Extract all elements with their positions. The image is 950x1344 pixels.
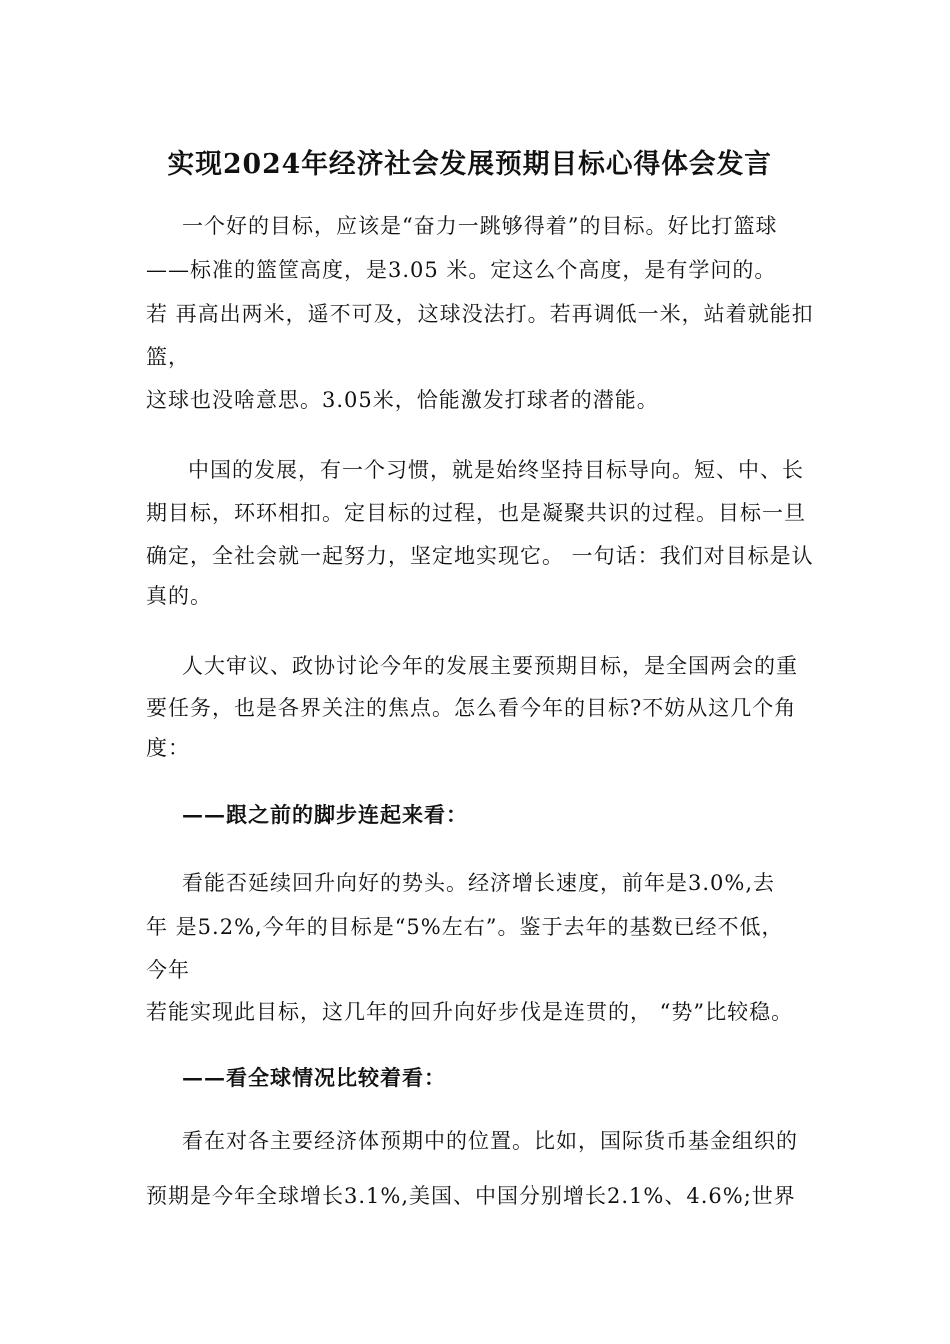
section-heading-1: ——跟之前的脚步连起来看：: [182, 802, 468, 827]
paragraph-4-line-3: 今年: [146, 958, 190, 982]
paragraph-1-line-1: 一个好的目标，应该是“奋力一跳够得着”的目标。好比打篮球: [182, 214, 778, 238]
paragraph-5-line-1: 看在对各主要经济体预期中的位置。比如，国际货币基金组织的: [182, 1129, 798, 1153]
document-title: 实现2024年经济社会发展预期目标心得体会发言: [167, 149, 772, 180]
paragraph-2-line-2: 期目标，环环相扣。定目标的过程，也是凝聚共识的过程。目标一旦: [146, 501, 806, 525]
paragraph-1-line-2: ——标准的篮筐高度，是3.05 米。定这么个高度，是有学问的。: [146, 258, 777, 282]
paragraph-2-line-4: 真的。: [146, 584, 212, 608]
paragraph-1-line-5: 这球也没啥意思。3.05米，恰能激发打球者的潜能。: [146, 388, 659, 412]
paragraph-2-line-3: 确定，全社会就一起努力，坚定地实现它。 一句话：我们对目标是认: [146, 544, 814, 568]
paragraph-4-line-4: 若能实现此目标，这几年的回升向好步伐是连贯的， “势”比较稳。: [146, 1000, 794, 1024]
paragraph-5-line-2: 预期是今年全球增长3.1%,美国、中国分别增长2.1%、4.6%;世界: [146, 1184, 796, 1208]
paragraph-4-line-1: 看能否延续回升向好的势头。经济增长速度，前年是3.0%,去: [182, 871, 776, 895]
paragraph-3-line-3: 度：: [146, 736, 190, 760]
paragraph-3-line-2: 要任务，也是各界关注的焦点。怎么看今年的目标?不妨从这几个角: [146, 696, 797, 720]
paragraph-3-line-1: 人大审议、政协讨论今年的发展主要预期目标，是全国两会的重: [182, 654, 798, 678]
paragraph-1-line-4: 篮，: [146, 345, 190, 369]
paragraph-1-line-3: 若 再高出两米，遥不可及，这球没法打。若再调低一米，站着就能扣: [146, 302, 814, 326]
section-heading-2: ——看全球情况比较着看：: [182, 1065, 446, 1090]
paragraph-2-line-1: 中国的发展，有一个习惯，就是始终坚持目标导向。短、中、长: [188, 458, 804, 482]
paragraph-4-line-2: 年 是5.2%,今年的目标是“5%左右”。鉴于去年的基数已经不低，: [146, 915, 784, 939]
